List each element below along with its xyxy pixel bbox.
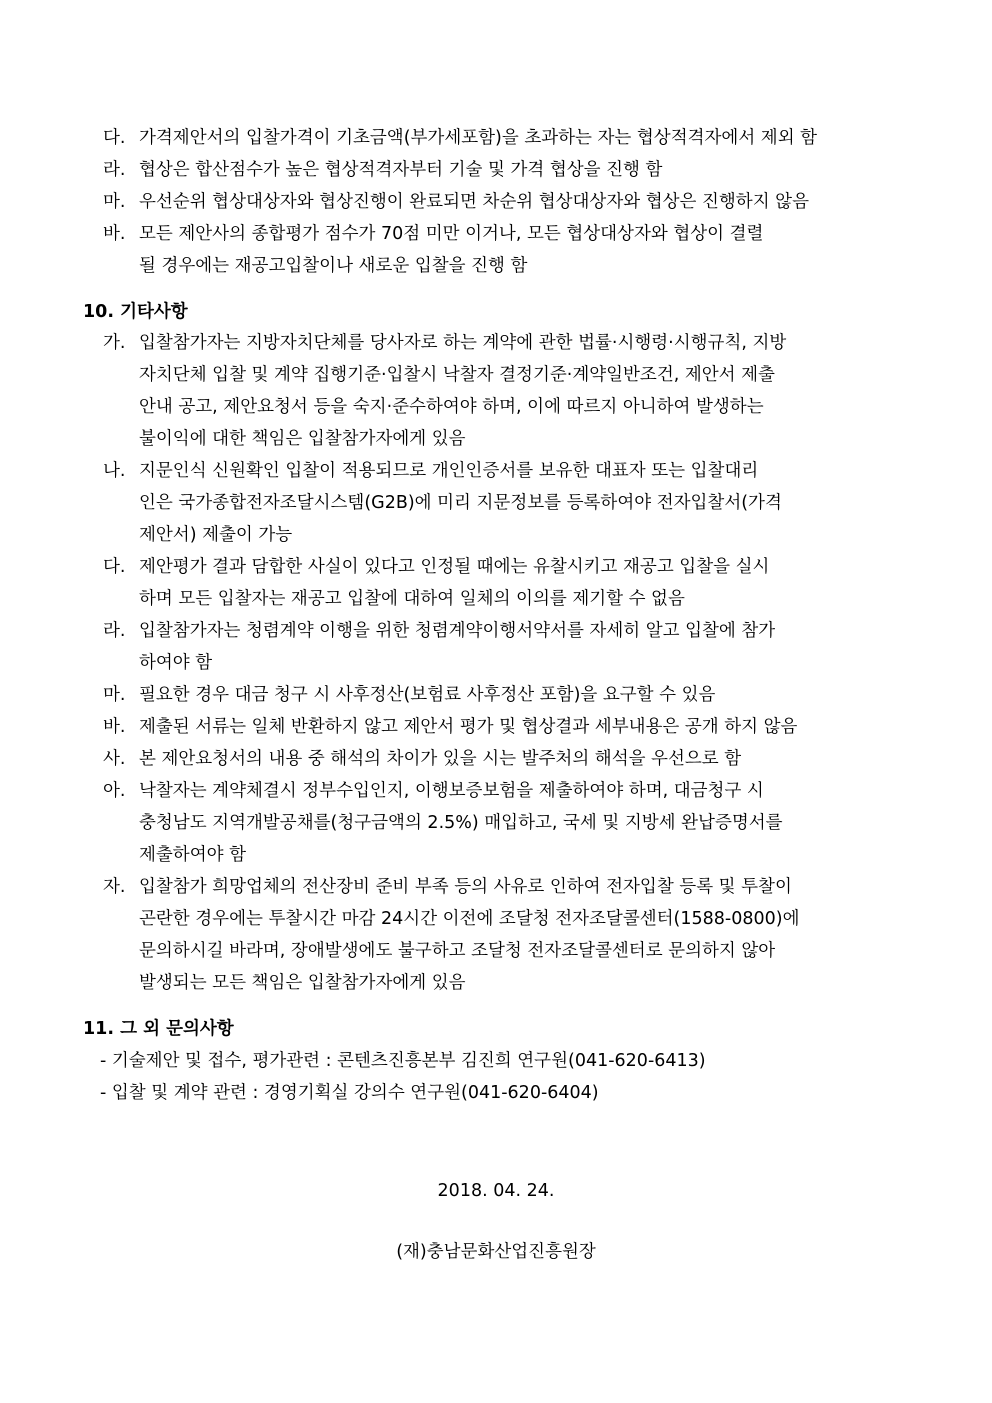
item-marker: 가.: [103, 333, 126, 353]
item-text-continued: 안내 공고, 제안요청서 등을 숙지·준수하여야 하며, 이에 따르지 아니하여 발생하는: [139, 397, 764, 417]
item-text: 우선순위 협상대상자와 협상진행이 완료되면 차순위 협상대상자와 협상은 진행하지 않음: [139, 192, 809, 212]
item-marker: 라.: [103, 160, 126, 180]
item-marker: 자.: [103, 877, 126, 897]
item-text: 제안평가 결과 담합한 사실이 있다고 인정될 때에는 유찰시키고 재공고 입찰을 실시: [139, 557, 770, 577]
item-text-continued: 충청남도 지역개발공채를(청구금액의 2.5%) 매입하고, 국세 및 지방세 완납증명서를: [139, 813, 783, 833]
item-text-continued: 제출하여야 함: [139, 845, 246, 865]
item-marker: 다.: [103, 557, 126, 577]
item-marker: 마.: [103, 685, 126, 705]
item-text: 필요한 경우 대금 청구 시 사후정산(보험료 사후정산 포함)을 요구할 수 있음: [139, 685, 716, 705]
item-marker: 마.: [103, 192, 126, 212]
item-text: 가격제안서의 입찰가격이 기초금액(부가세포함)을 초과하는 자는 협상적격자에서 제외 함: [139, 128, 818, 148]
item-marker: 바.: [103, 224, 126, 244]
item-text-continued: 제안서) 제출이 가능: [139, 525, 293, 545]
contact-line: - 입찰 및 계약 관련 : 경영기획실 강의수 연구원(041-620-6404): [100, 1083, 599, 1103]
item-text-continued: 하여야 함: [139, 653, 213, 673]
item-text-continued: 불이익에 대한 책임은 입찰참가자에게 있음: [139, 429, 466, 449]
item-marker: 라.: [103, 621, 126, 641]
item-text: 본 제안요청서의 내용 중 해석의 차이가 있을 시는 발주처의 해석을 우선으로 함: [139, 749, 742, 769]
section-11-heading: 11. 그 외 문의사항: [83, 1019, 234, 1039]
item-text-continued: 곤란한 경우에는 투찰시간 마감 24시간 이전에 조달청 전자조달콜센터(1588-0800)에: [139, 909, 800, 929]
item-text-continued: 발생되는 모든 책임은 입찰참가자에게 있음: [139, 973, 466, 993]
item-text-continued: 자치단체 입찰 및 계약 집행기준·입찰시 낙찰자 결정기준·계약일반조건, 제안서 제출: [139, 365, 775, 385]
item-text: 입찰참가자는 청렴계약 이행을 위한 청렴계약이행서약서를 자세히 알고 입찰에 참가: [139, 621, 776, 641]
item-text-continued: 될 경우에는 재공고입찰이나 새로운 입찰을 진행 함: [139, 256, 528, 276]
item-text: 입찰참가 희망업체의 전산장비 준비 부족 등의 사유로 인하여 전자입찰 등록 및 투찰이: [139, 877, 792, 897]
item-text: 제출된 서류는 일체 반환하지 않고 제안서 평가 및 협상결과 세부내용은 공개 하지 않음: [139, 717, 798, 737]
document-date: 2018. 04. 24.: [437, 1181, 555, 1201]
contact-line: - 기술제안 및 접수, 평가관련 : 콘텐츠진흥본부 김진희 연구원(041-620-6413): [100, 1051, 706, 1071]
item-marker: 다.: [103, 128, 126, 148]
item-text-continued: 인은 국가종합전자조달시스템(G2B)에 미리 지문정보를 등록하여야 전자입찰서(가격: [139, 493, 782, 513]
item-text-continued: 문의하시길 바라며, 장애발생에도 불구하고 조달청 전자조달콜센터로 문의하지 않아: [139, 941, 776, 961]
item-marker: 사.: [103, 749, 126, 769]
item-marker: 나.: [103, 461, 126, 481]
item-text-continued: 하며 모든 입찰자는 재공고 입찰에 대하여 일체의 이의를 제기할 수 없음: [139, 589, 685, 609]
item-text: 모든 제안사의 종합평가 점수가 70점 미만 이거나, 모든 협상대상자와 협상이 결렬: [139, 224, 764, 244]
issuer-name: (재)충남문화산업진흥원장: [396, 1242, 596, 1262]
item-text: 낙찰자는 계약체결시 정부수입인지, 이행보증보험을 제출하여야 하며, 대금청구 시: [139, 781, 764, 801]
section-10-heading: 10. 기타사항: [83, 302, 188, 322]
item-text: 입찰참가자는 지방자치단체를 당사자로 하는 계약에 관한 법률·시행령·시행규칙, 지방: [139, 333, 787, 353]
item-marker: 바.: [103, 717, 126, 737]
item-text: 지문인식 신원확인 입찰이 적용되므로 개인인증서를 보유한 대표자 또는 입찰대리: [139, 461, 759, 481]
item-marker: 아.: [103, 781, 126, 801]
item-text: 협상은 합산점수가 높은 협상적격자부터 기술 및 가격 협상을 진행 함: [139, 160, 663, 180]
